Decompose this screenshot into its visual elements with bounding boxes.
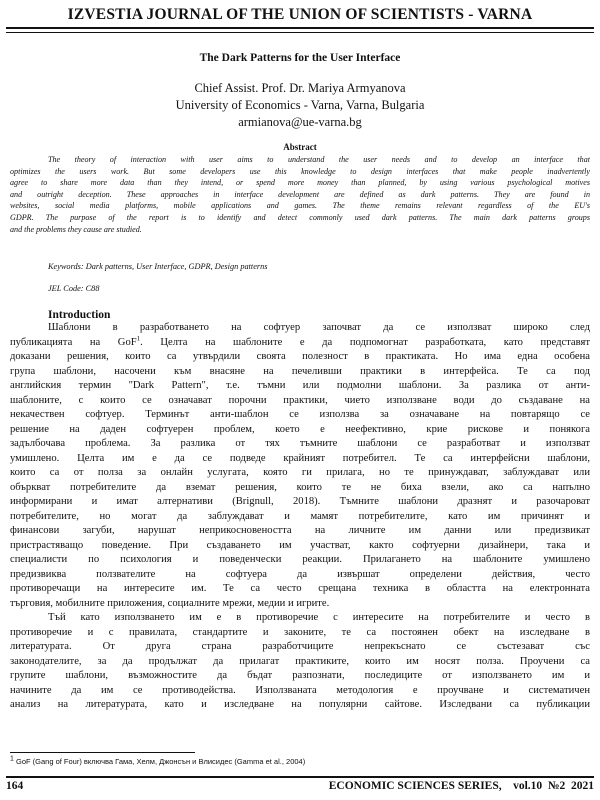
footnote-marker: 1 [10, 755, 14, 763]
body-line: объркват потребителите да вземат решения, които те не биха взели, ако са напълно [10, 481, 590, 493]
body-line: доказани решения, които са утвърдили своята полезност в практиката. Но има една особена [10, 351, 590, 362]
footnote-rule [10, 752, 195, 753]
abstract-body [10, 154, 590, 235]
body-line: предизвиква ползвателите на софтуера да извършат определени действия, често [10, 568, 590, 580]
abstract-line: agree to share more data than they intend, or spend more money than planned, by using various psychological motives [10, 178, 590, 188]
page-number: 164 [6, 780, 24, 792]
section-heading-introduction: Introduction [48, 309, 111, 321]
author-name: Chief Assist. Prof. Dr. Mariya Armyanova [194, 81, 406, 95]
body-line: законодателите, за да продължат да прилагат практиките, които им носят полза. Проучени са [10, 655, 590, 667]
journal-series: ECONOMIC SCIENCES SERIES, vol.10 №2 2021 [328, 780, 594, 792]
abstract-line: GDPR. The purpose of the report is to identify and detect commonly used dark patterns. The main dark patterns groups [10, 212, 590, 222]
keywords: Keywords: Dark patterns, User Interface, GDPR, Design patterns [48, 262, 268, 271]
paper-title: The Dark Patterns for the User Interface [199, 52, 401, 64]
body-line: Шаблони в разработването на софтуер започват да се използват широко след [48, 322, 590, 333]
body-line: противоречащи на интересите им. Те са често срещана техника в областта на електронната [10, 583, 590, 594]
journal-header: IZVESTIA JOURNAL OF THE UNION OF SCIENTISTS - VARNA [67, 6, 533, 23]
author-email: armianova@ue-varna.bg [238, 115, 362, 129]
body-line: потребителите, но могат да заблуждават и мамят потребителите, като им причинят и [10, 510, 590, 522]
body-line: група шаблони, насочени към внасяне на печеливши практики в интерфейса. Те са под [10, 365, 590, 377]
footnote [10, 757, 305, 766]
body-line: некачествен софтуер. Терминът анти-шаблон се използва за означаване на повтарящо се [10, 409, 590, 420]
abstract-line: The theory of interaction with user aims to understand the user needs and to develop an interface that [48, 155, 590, 164]
body-line: задълбочава проблема. За разлика от тях тъмните шаблони се разработват и използват [10, 438, 590, 449]
body-line-end: . Целта на шаблоните е да подпомогнат разработката, като представят [140, 336, 590, 348]
abstract-line: websites, social media platforms, mobile applications and games. The theme remains relevant regardless of the EU's [10, 201, 590, 211]
abstract-line: and outright deception. These approaches in interface development are defined as dark patterns. They are found in [10, 189, 590, 199]
body-line: групите шаблони, възможностите да бъдат разпознати, последиците от използването им и [10, 670, 590, 681]
body-line: умишлено. Целта им е да се подведе крайният потребител. Те са интерфейсни шаблони, [10, 452, 590, 464]
body-line: пристрастяващо поведение. При създаването им участват, както софтуерни дизайнери, така и [10, 539, 590, 551]
abstract-heading: Abstract [283, 142, 317, 152]
body-line: Тъй като използването им е в противоречие с интересите на потребителите и често в [48, 612, 590, 623]
author-block [0, 80, 600, 131]
abstract-line: and the problems they cause are studied. [10, 224, 142, 234]
header-rule [6, 27, 594, 33]
body-line: английския термин "Dark Pattern", т.е. тъмни или подмолни шаблони. За разлика от анти- [10, 380, 590, 391]
footer-rule [6, 776, 594, 778]
body-line-start: публикацията на GoF [10, 336, 137, 348]
body-text [10, 321, 590, 713]
footnote-text: GoF (Gang of Four) включва Гама, Хелм, Джонсън и Влисидес (Gamma et al., 2004) [13, 757, 306, 766]
footnote-ref[interactable]: 1 [136, 335, 141, 342]
body-line: начините да им се противодейства. Използваната методология е проучване и систематичен [10, 684, 590, 696]
body-line: анализ на литературата, като и изследване на популярни сайтове. Изследвани са публикации [10, 699, 590, 710]
jel-code: JEL Code: C88 [48, 284, 100, 293]
body-line: шаблоните, с които се означават порочни практики, чието използване води до създаване на [10, 394, 590, 406]
body-line: решение на даден софтуерен проблем, което е неефективно, крие рискове и понякога [10, 423, 590, 435]
body-line: които са от полза за онлайн услугата, която ги прилага, но те принуждават, заблуждават или [10, 467, 590, 478]
abstract-line: optimizes the users work. But some developers use this knowledge to design interfaces that make people inadvertently [10, 166, 590, 176]
body-line: литературата. От друга страна разработчиците непрекъснато се състезават със [10, 641, 590, 652]
body-line: информирани и имат алтернативи (Brignull, 2018). Тъмните шаблони дразнят и разочароват [10, 496, 590, 507]
body-line: противоречие и с правилата, стандартите и законите, те са постоянен обект на изследване в [10, 626, 590, 638]
body-line: финансови загуби, нарушат неприкосновеността на личните им данни или предизвикат [10, 525, 590, 536]
body-line: търговия, мобилните приложения, социалните мрежи, медии и игрите. [10, 597, 330, 609]
author-affiliation: University of Economics - Varna, Varna, Bulgaria [175, 98, 425, 112]
body-line: специалисти по психология и поведенчески реакции. Прилагането на шаблоните умишлено [10, 554, 590, 565]
body-line [10, 336, 590, 351]
